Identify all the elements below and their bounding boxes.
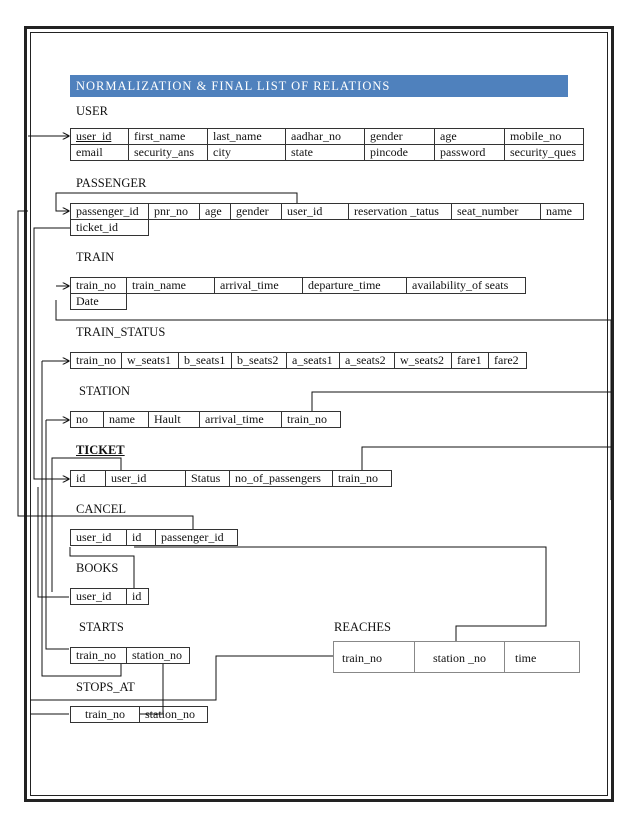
link-left-vertical-2 <box>46 420 69 649</box>
starts-cell-station-no: station_no <box>126 647 190 664</box>
user-cell-city: city <box>207 144 286 161</box>
books-cell-user-id: user_id <box>70 588 127 605</box>
station-cell-arrival-time: arrival_time <box>199 411 282 428</box>
ticket-cell-id: id <box>70 470 106 487</box>
passenger-cell-age: age <box>199 203 231 220</box>
ticket-cell-user-id: user_id <box>105 470 186 487</box>
link-station-train-no <box>312 392 611 411</box>
user-cell-mobile-no: mobile_no <box>504 128 584 145</box>
link-cancel-books <box>70 547 134 588</box>
passenger-cell-passenger-id: passenger_id <box>70 203 149 220</box>
train-status-cell-a-seats2: a_seats2 <box>339 352 395 369</box>
station-cell-train-no: train_no <box>281 411 341 428</box>
link-train-status-station <box>56 300 611 500</box>
user-cell-password: password <box>434 144 505 161</box>
books-cell-id: id <box>126 588 149 605</box>
reaches-cell-train-no: train_no <box>333 641 415 673</box>
passenger-cell-seat-number: seat_number <box>451 203 541 220</box>
train-status-cell-a-seats1: a_seats1 <box>286 352 340 369</box>
station-cell-hault: Hault <box>148 411 200 428</box>
user-cell-gender: gender <box>364 128 435 145</box>
stops-at-cell-station-no: station_no <box>139 706 208 723</box>
passenger-cell-pnr-no: pnr_no <box>148 203 200 220</box>
train-status-cell-w-seats2: w_seats2 <box>394 352 452 369</box>
train-status-table-title: TRAIN_STATUS <box>76 325 166 339</box>
ticket-cell-train-no: train_no <box>332 470 392 487</box>
link-passenger-user-id <box>56 193 297 211</box>
train-cell-departure-time: departure_time <box>302 277 407 294</box>
ticket-cell-status: Status <box>185 470 230 487</box>
passenger-table-title: PASSENGER <box>76 176 147 190</box>
user-cell-pincode: pincode <box>364 144 435 161</box>
passenger-cell-reservation-status: reservation _tatus <box>348 203 452 220</box>
link-passenger-ticket <box>34 228 70 479</box>
link-reaches-stops <box>30 656 333 700</box>
passenger-cell-user-id: user_id <box>281 203 349 220</box>
train-cell-availability-of-seats: availability_of seats <box>406 277 526 294</box>
cancel-cell-id: id <box>126 529 156 546</box>
user-cell-last-name: last_name <box>207 128 286 145</box>
station-table-title: STATION <box>79 384 131 398</box>
train-table-title: TRAIN <box>76 250 115 264</box>
user-cell-age: age <box>434 128 505 145</box>
user-cell-security-ques: security_ques <box>504 144 584 161</box>
link-ticket-id <box>52 458 121 592</box>
starts-cell-train-no: train_no <box>70 647 127 664</box>
train-cell-train-no: train_no <box>70 277 127 294</box>
user-cell-user-id: user_id <box>70 128 129 145</box>
cancel-cell-user-id: user_id <box>70 529 127 546</box>
reaches-cell-time: time <box>504 641 580 673</box>
stops-at-cell-train-no: train_no <box>70 706 140 723</box>
link-left-vertical-1 <box>42 361 121 676</box>
books-table-title: BOOKS <box>76 561 119 575</box>
user-cell-aadhar-no: aadhar_no <box>285 128 365 145</box>
passenger-cell-gender: gender <box>230 203 282 220</box>
link-reaches-train <box>134 547 546 641</box>
section-banner: NORMALIZATION & FINAL LIST OF RELATIONS <box>70 75 568 97</box>
ticket-table-title: TICKET <box>76 443 125 457</box>
train-cell-date: Date <box>70 293 127 310</box>
passenger-cell-ticket-id: ticket_id <box>70 219 149 236</box>
user-cell-email: email <box>70 144 129 161</box>
cancel-table-title: CANCEL <box>76 502 126 516</box>
train-status-cell-fare2: fare2 <box>488 352 527 369</box>
cancel-cell-passenger-id: passenger_id <box>155 529 238 546</box>
starts-table-title: STARTS <box>79 620 124 634</box>
user-table-title: USER <box>76 104 108 118</box>
user-cell-security-ans: security_ans <box>128 144 208 161</box>
train-status-cell-fare1: fare1 <box>451 352 489 369</box>
train-status-cell-b-seats1: b_seats1 <box>178 352 232 369</box>
reaches-cell-station-no: station _no <box>414 641 505 673</box>
stops-at-table-title: STOPS_AT <box>76 680 135 694</box>
reaches-table-title: REACHES <box>334 620 391 634</box>
train-cell-train-name: train_name <box>126 277 215 294</box>
user-cell-state: state <box>285 144 365 161</box>
train-status-cell-w-seats1: w_seats1 <box>121 352 179 369</box>
train-status-cell-train-no: train_no <box>70 352 122 369</box>
link-cancel-passenger <box>18 211 193 529</box>
station-cell-no: no <box>70 411 104 428</box>
ticket-cell-no-of-passengers: no_of_passengers <box>229 470 333 487</box>
train-cell-arrival-time: arrival_time <box>214 277 303 294</box>
link-starts-station <box>140 664 163 714</box>
passenger-cell-name: name <box>540 203 584 220</box>
train-status-cell-b-seats2: b_seats2 <box>231 352 287 369</box>
station-cell-name: name <box>103 411 149 428</box>
user-cell-first-name: first_name <box>128 128 208 145</box>
link-books-user <box>38 487 69 597</box>
link-ticket-train-no <box>362 447 611 470</box>
